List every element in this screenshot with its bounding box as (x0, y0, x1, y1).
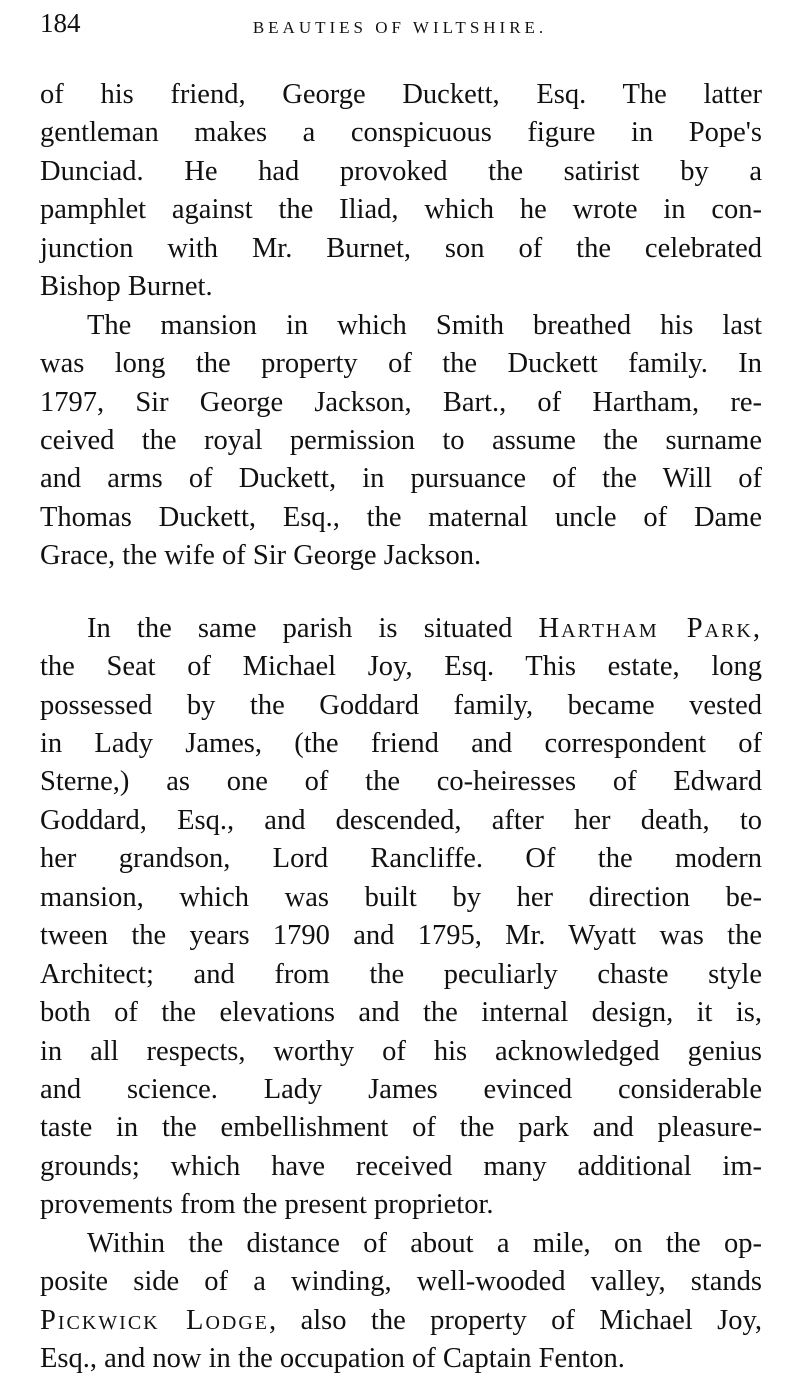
text-line: in all respects, worthy of his acknowledged genius (40, 1035, 762, 1067)
running-title: BEAUTIES OF WILTSHIRE. (252, 18, 548, 37)
text-line: Sterne,) as one of the co-heiresses of Edward (40, 766, 762, 798)
text-line: mansion, which was built by her direction be- (40, 881, 762, 913)
text-line: Dunciad. He had provoked the satirist by a (40, 155, 762, 187)
text-line: and arms of Duckett, in pursuance of the Will of (40, 463, 762, 495)
page-header (40, 8, 760, 48)
text-line: Architect; and from the peculiarly chaste style (40, 958, 762, 990)
text-line: Within the distance of about a mile, on the op- (87, 1227, 762, 1259)
text-line: 1797, Sir George Jackson, Bart., of Hartham, re- (40, 386, 762, 418)
text-line: possessed by the Goddard family, became vested (40, 689, 762, 721)
paragraph (40, 610, 762, 1225)
text-line: posite side of a winding, well-wooded valley, stands (40, 1266, 762, 1298)
text-line: taste in the embellishment of the park and pleasure- (40, 1112, 762, 1144)
text-line: ceived the royal permission to assume the surname (40, 424, 762, 456)
place-name: Hartham Park, (538, 612, 762, 644)
text-line: in Lady James, (the friend and correspondent of (40, 728, 762, 759)
text-line: Thomas Duckett, Esq., the maternal uncle of Dame (40, 501, 762, 533)
text-segment: In the same parish is situated (87, 612, 539, 644)
text-segment: , also the property of Michael Joy, (269, 1304, 762, 1336)
text-line: Bishop Burnet. (40, 271, 213, 303)
text-line: The mansion in which Smith breathed his last (87, 309, 762, 341)
page-number: 184 (40, 8, 81, 38)
text-line: grounds; which have received many additional im- (40, 1150, 762, 1182)
text-line: provements from the present proprietor. (40, 1189, 494, 1221)
text-line: the Seat of Michael Joy, Esq. This estate, long (40, 651, 762, 683)
text-line (40, 610, 762, 648)
paragraph (40, 1225, 762, 1379)
text-line: pamphlet against the Iliad, which he wrote in con- (40, 194, 762, 226)
text-line: Esq., and now in the occupation of Captain Fenton. (40, 1343, 625, 1374)
text-line: both of the elevations and the internal design, it is, (40, 997, 762, 1029)
text-line: and science. Lady James evinced considerable (40, 1073, 762, 1105)
body-text (40, 76, 762, 1378)
text-line: of his friend, George Duckett, Esq. The latter (40, 79, 762, 110)
text-line (40, 1302, 762, 1340)
place-name: Pickwick Lodge (40, 1304, 270, 1336)
text-line: Goddard, Esq., and descended, after her death, to (40, 804, 762, 836)
text-line: her grandson, Lord Rancliffe. Of the modern (40, 843, 762, 875)
text-line: tween the years 1790 and 1795, Mr. Wyatt was the (40, 920, 762, 952)
text-line: gentleman makes a conspicuous figure in Pope's (40, 117, 762, 149)
text-line: junction with Mr. Burnet, son of the celebrated (40, 232, 762, 264)
paragraph (40, 307, 762, 576)
text-line: was long the property of the Duckett family. In (40, 348, 762, 380)
paragraph (40, 76, 762, 307)
text-line: Grace, the wife of Sir George Jackson. (40, 540, 482, 572)
